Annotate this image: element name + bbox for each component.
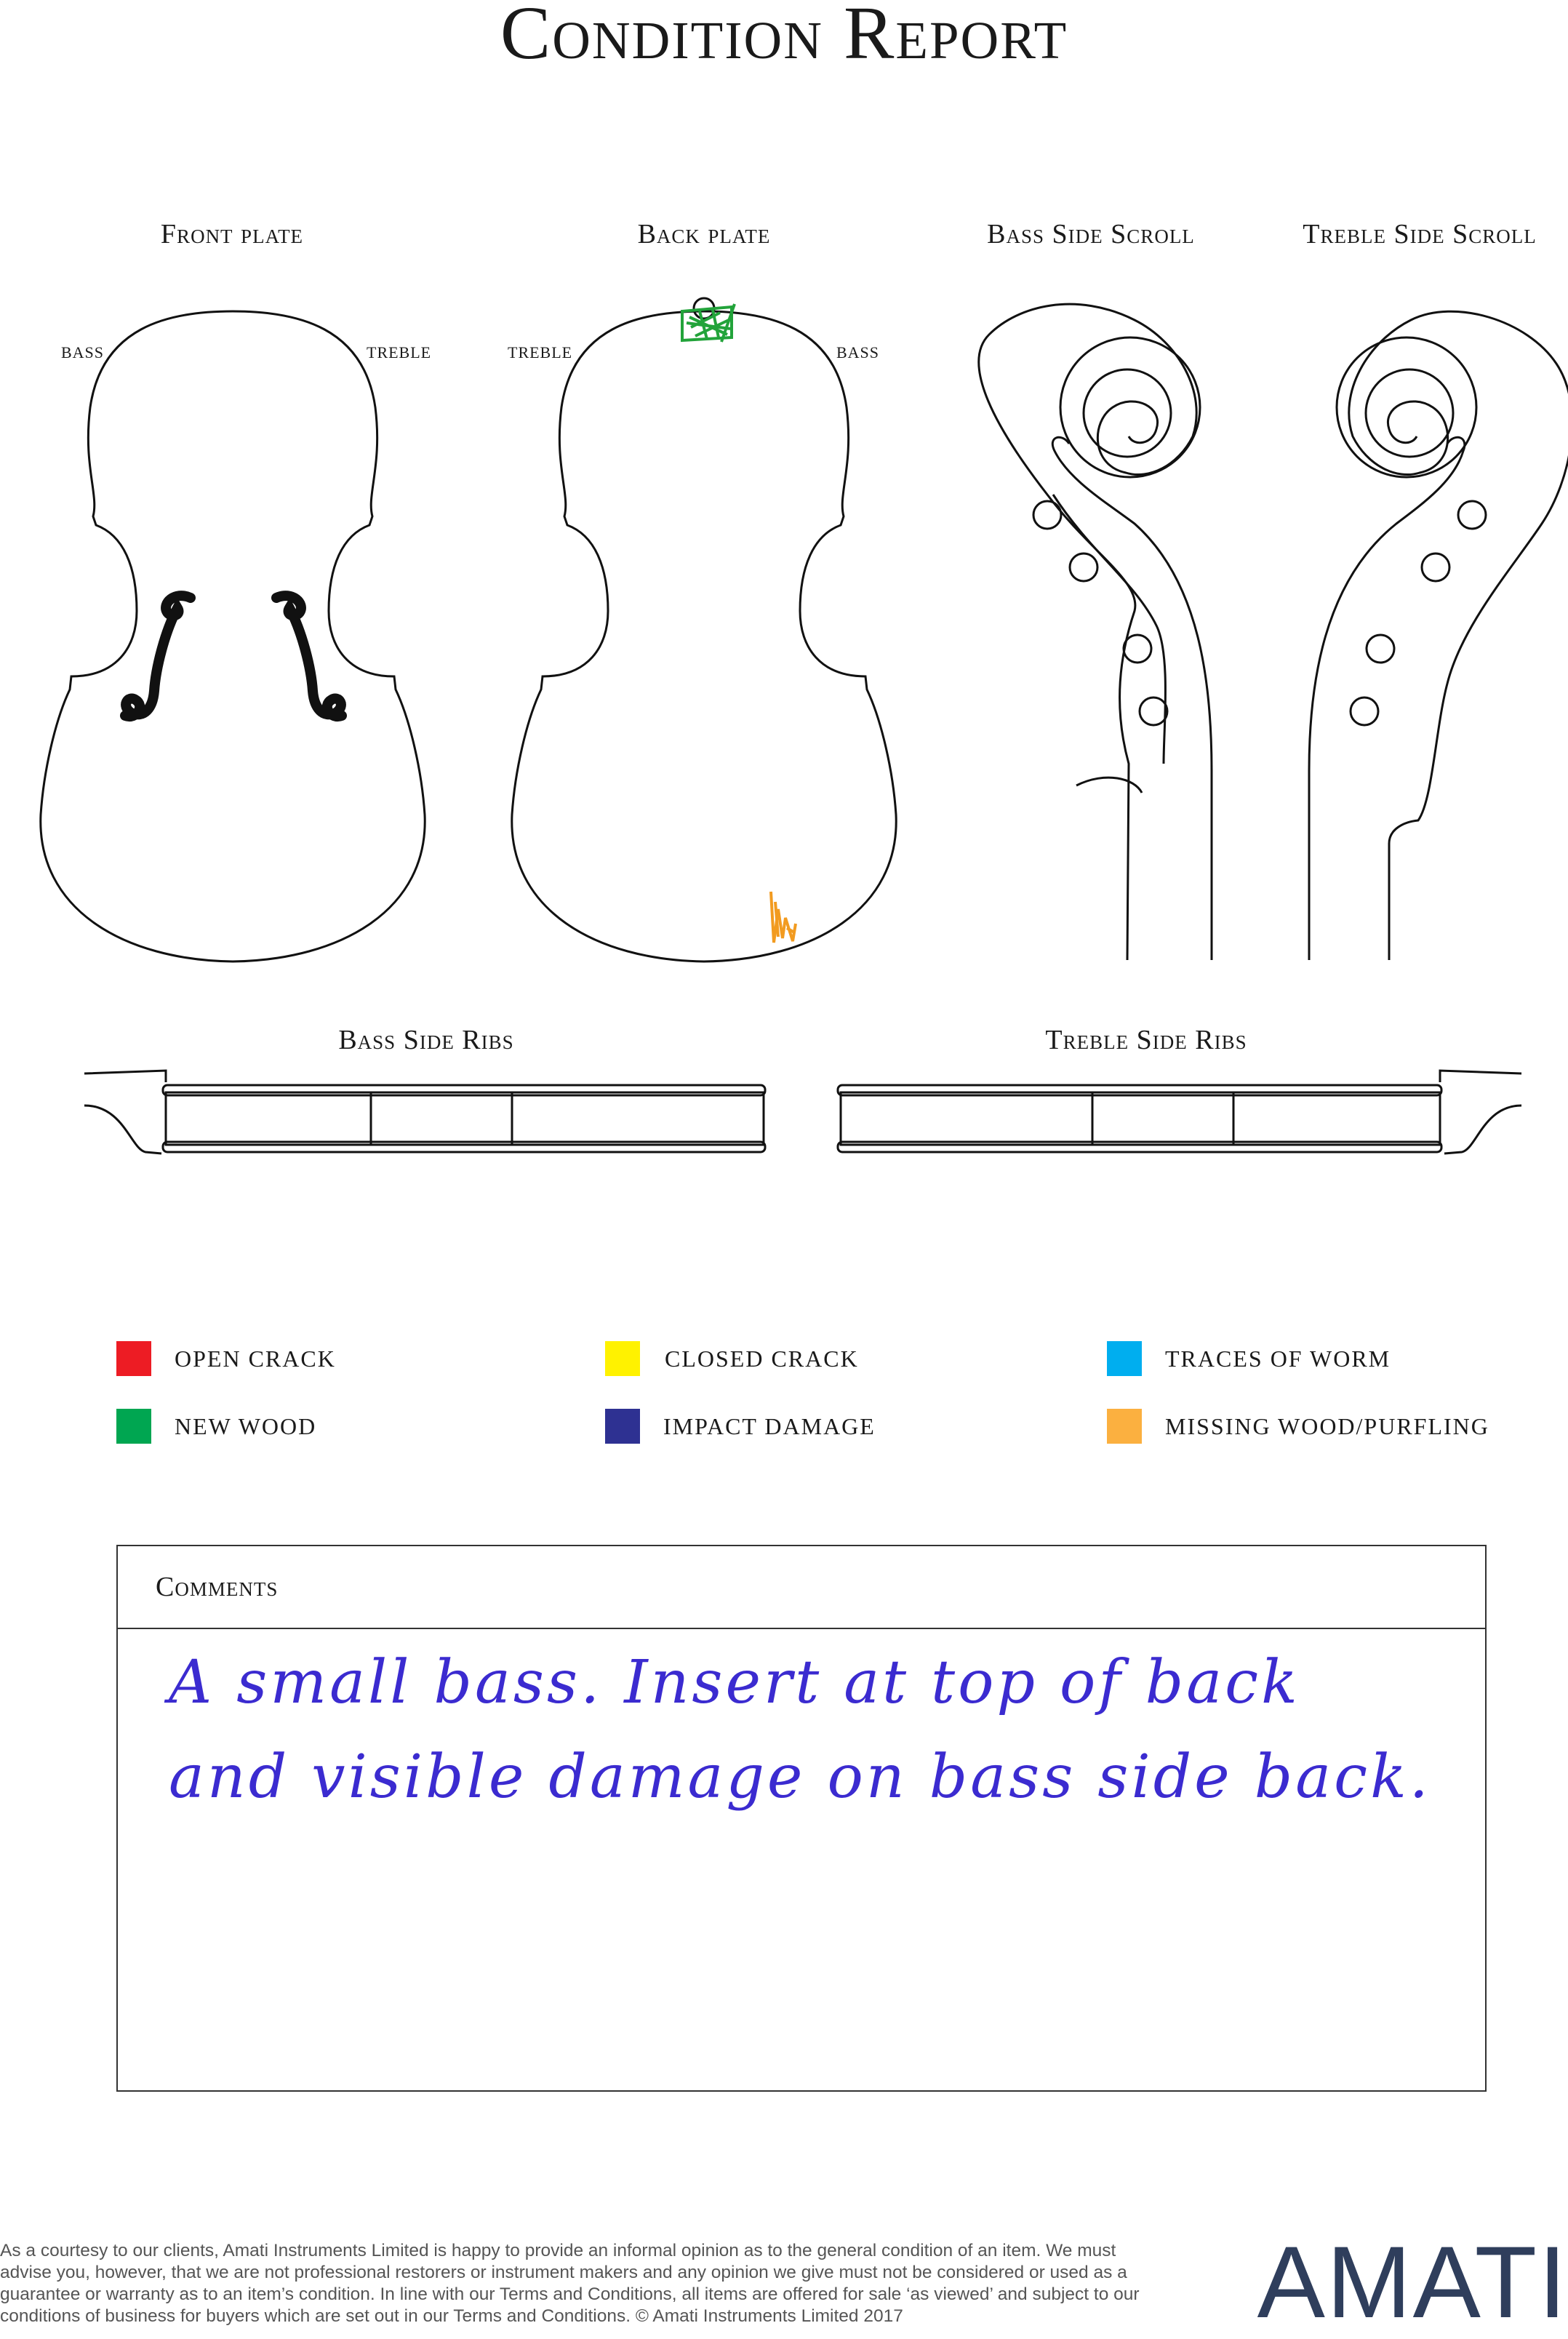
- bass-ribs-label: Bass Side Ribs: [338, 1025, 514, 1055]
- back-treble-label: TREBLE: [508, 343, 573, 361]
- treble-scroll-label: Treble Side Scroll: [1303, 219, 1537, 249]
- legend-label: MISSING WOOD/PURFLING: [1165, 1412, 1489, 1439]
- new-wood-marking: [682, 304, 735, 342]
- legend-swatch-navy: [605, 1409, 640, 1444]
- disclaimer-text: As a courtesy to our clients, Amati Instruments Limited is happy to provide an informal opinion as to the general condition of an item. We must advise you, however, that we are not professional restorers or instrument makers and any opinion we give must not be considered or used as a guarantee or warranty as to an item’s condition. In line with our Terms and Conditions, all items are offered for sale ‘as viewed’ and subject to our conditions of business for buyers which are set out in our Terms and Conditions. © Amati Instruments Limited 2017: [0, 2241, 1140, 2326]
- back-plate-label: Back plate: [637, 219, 771, 249]
- legend-label: NEW WOOD: [175, 1412, 317, 1439]
- comments-line-2: and visible damage on bass side back.: [169, 1743, 1431, 1812]
- treble-ribs-drawing: [838, 1071, 1521, 1153]
- back-bass-label: BASS: [836, 343, 880, 361]
- treble-ribs-label: Treble Side Ribs: [1045, 1025, 1247, 1055]
- legend-missing-wood: [1107, 1408, 1489, 1444]
- legend-swatch-yellow: [605, 1341, 640, 1376]
- legend-label: TRACES OF WORM: [1165, 1345, 1391, 1372]
- front-plate-outline: [41, 311, 425, 961]
- comments-heading: Comments: [118, 1546, 1485, 1629]
- front-bass-label: BASS: [61, 343, 105, 361]
- legend-new-wood: [116, 1408, 316, 1444]
- legend-swatch-green: [116, 1409, 151, 1444]
- legend-swatch-blue: [1107, 1341, 1142, 1376]
- legend-impact-damage: [605, 1408, 876, 1444]
- legend-closed-crack: [605, 1340, 859, 1377]
- front-treble-label: TREBLE: [367, 343, 432, 361]
- comments-box: [116, 1545, 1487, 2092]
- bass-ribs-drawing: [84, 1071, 765, 1153]
- legend-label: OPEN CRACK: [175, 1345, 336, 1372]
- back-plate-outline: [512, 311, 896, 961]
- legend-swatch-red: [116, 1341, 151, 1376]
- legend-open-crack: [116, 1340, 336, 1377]
- front-plate-label: Front plate: [160, 219, 304, 249]
- page-title: Condition Report: [500, 0, 1068, 75]
- legend-traces-of-worm: [1107, 1340, 1391, 1377]
- bass-scroll-label: Bass Side Scroll: [987, 219, 1195, 249]
- bass-scroll-outline: [979, 304, 1196, 960]
- legend-label: CLOSED CRACK: [665, 1345, 859, 1372]
- legend-swatch-orange: [1107, 1409, 1142, 1444]
- f-holes: [125, 596, 342, 716]
- comments-line-1: A small bass. Insert at top of back: [169, 1648, 1300, 1717]
- amati-logo: AMATI: [1257, 2225, 1568, 2339]
- legend-label: IMPACT DAMAGE: [663, 1412, 876, 1439]
- missing-wood-marking: [771, 892, 796, 943]
